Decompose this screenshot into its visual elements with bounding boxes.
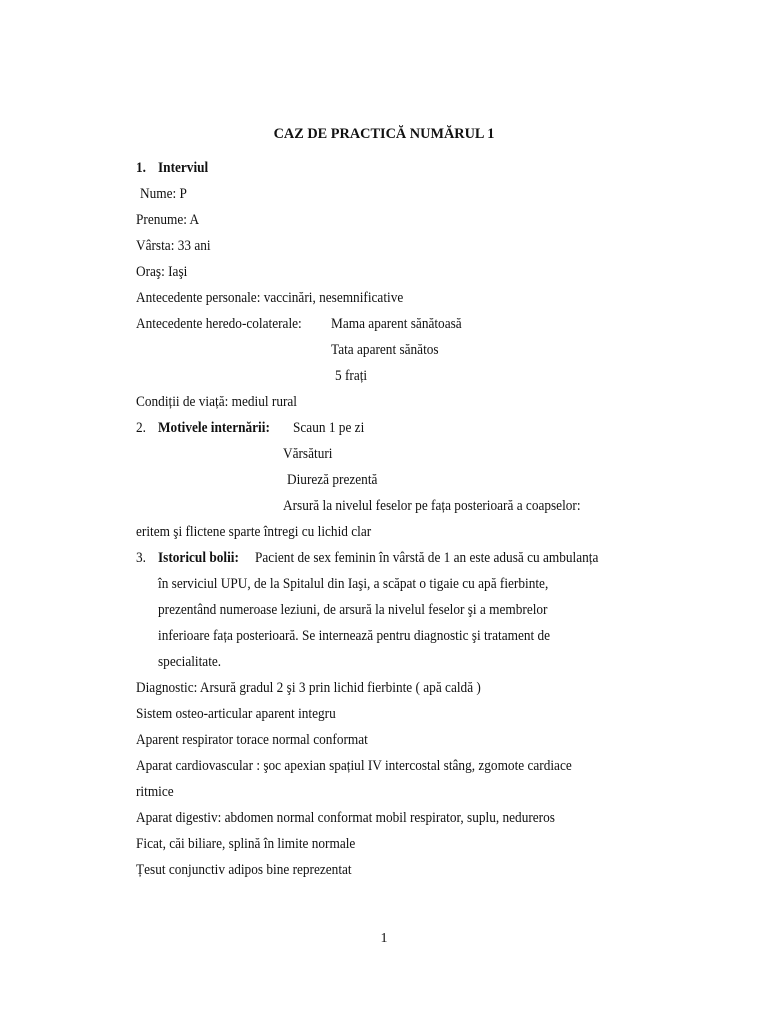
exam-cardiovascular-line-2: ritmice — [136, 784, 174, 800]
interview-conditii: Condiții de viață: mediul rural — [136, 394, 298, 410]
exam-digestiv: Aparat digestiv: abdomen normal conformat mobil respirator, suplu, nedureros — [136, 810, 555, 826]
section-2-item-3: Diureză prezentă — [287, 472, 378, 488]
section-3-heading: Istoricul bolii: — [158, 550, 239, 566]
section-3-line-4: inferioare fața posterioară. Se internează pentru diagnostic şi tratament de — [158, 628, 551, 644]
interview-prenume: Prenume: A — [136, 212, 200, 228]
interview-oras: Oraş: Iaşi — [136, 264, 188, 280]
section-2-number: 2. — [136, 420, 146, 436]
exam-tesut: Țesut conjunctiv adipos bine reprezentat — [136, 862, 352, 878]
section-1-heading: Interviul — [158, 160, 209, 176]
interview-nume: Nume: P — [140, 186, 187, 202]
section-2-item-4-continued: eritem şi flictene sparte întregi cu lichid clar — [136, 524, 372, 540]
exam-cardiovascular-line-1: Aparat cardiovascular : şoc apexian spațiul IV intercostal stâng, zgomote cardiace — [136, 758, 572, 774]
section-3-line-2: în serviciul UPU, de la Spitalul din Iaşi, a scăpat o tigaie cu apă fierbinte, — [158, 576, 549, 592]
exam-osteo-articular: Sistem osteo-articular aparent integru — [136, 706, 336, 722]
section-3-number: 3. — [136, 550, 146, 566]
section-2-heading: Motivele internării: — [158, 420, 270, 436]
section-1-number: 1. — [136, 160, 146, 176]
interview-heredo-tata: Tata aparent sănătos — [331, 342, 439, 358]
exam-respirator: Aparent respirator torace normal conformat — [136, 732, 368, 748]
interview-varsta: Vârsta: 33 ani — [136, 238, 211, 254]
interview-heredo-label: Antecedente heredo-colaterale: — [136, 316, 302, 332]
interview-heredo-frati: 5 frați — [335, 368, 368, 384]
section-3-line-3: prezentând numeroase leziuni, de arsură la nivelul feselor şi a membrelor — [158, 602, 548, 618]
page-number: 1 — [380, 931, 388, 946]
exam-ficat: Ficat, căi biliare, splină în limite normale — [136, 836, 356, 852]
document-title: CAZ DE PRACTICĂ NUMĂRUL 1 — [273, 126, 495, 142]
section-2-item-4: Arsură la nivelul feselor pe fața posterioară a coapselor: — [283, 498, 581, 514]
section-3-line-1: Pacient de sex feminin în vârstă de 1 an este adusă cu ambulanța — [255, 550, 599, 566]
section-2-item-1: Scaun 1 pe zi — [293, 420, 365, 436]
interview-antecedente-personale: Antecedente personale: vaccinări, nesemnificative — [136, 290, 404, 306]
interview-heredo-mama: Mama aparent sănătoasă — [331, 316, 462, 332]
exam-diagnostic: Diagnostic: Arsură gradul 2 şi 3 prin lichid fierbinte ( apă caldă ) — [136, 680, 481, 696]
section-2-item-2: Vărsături — [283, 446, 333, 462]
section-3-line-5: specialitate. — [158, 654, 222, 670]
